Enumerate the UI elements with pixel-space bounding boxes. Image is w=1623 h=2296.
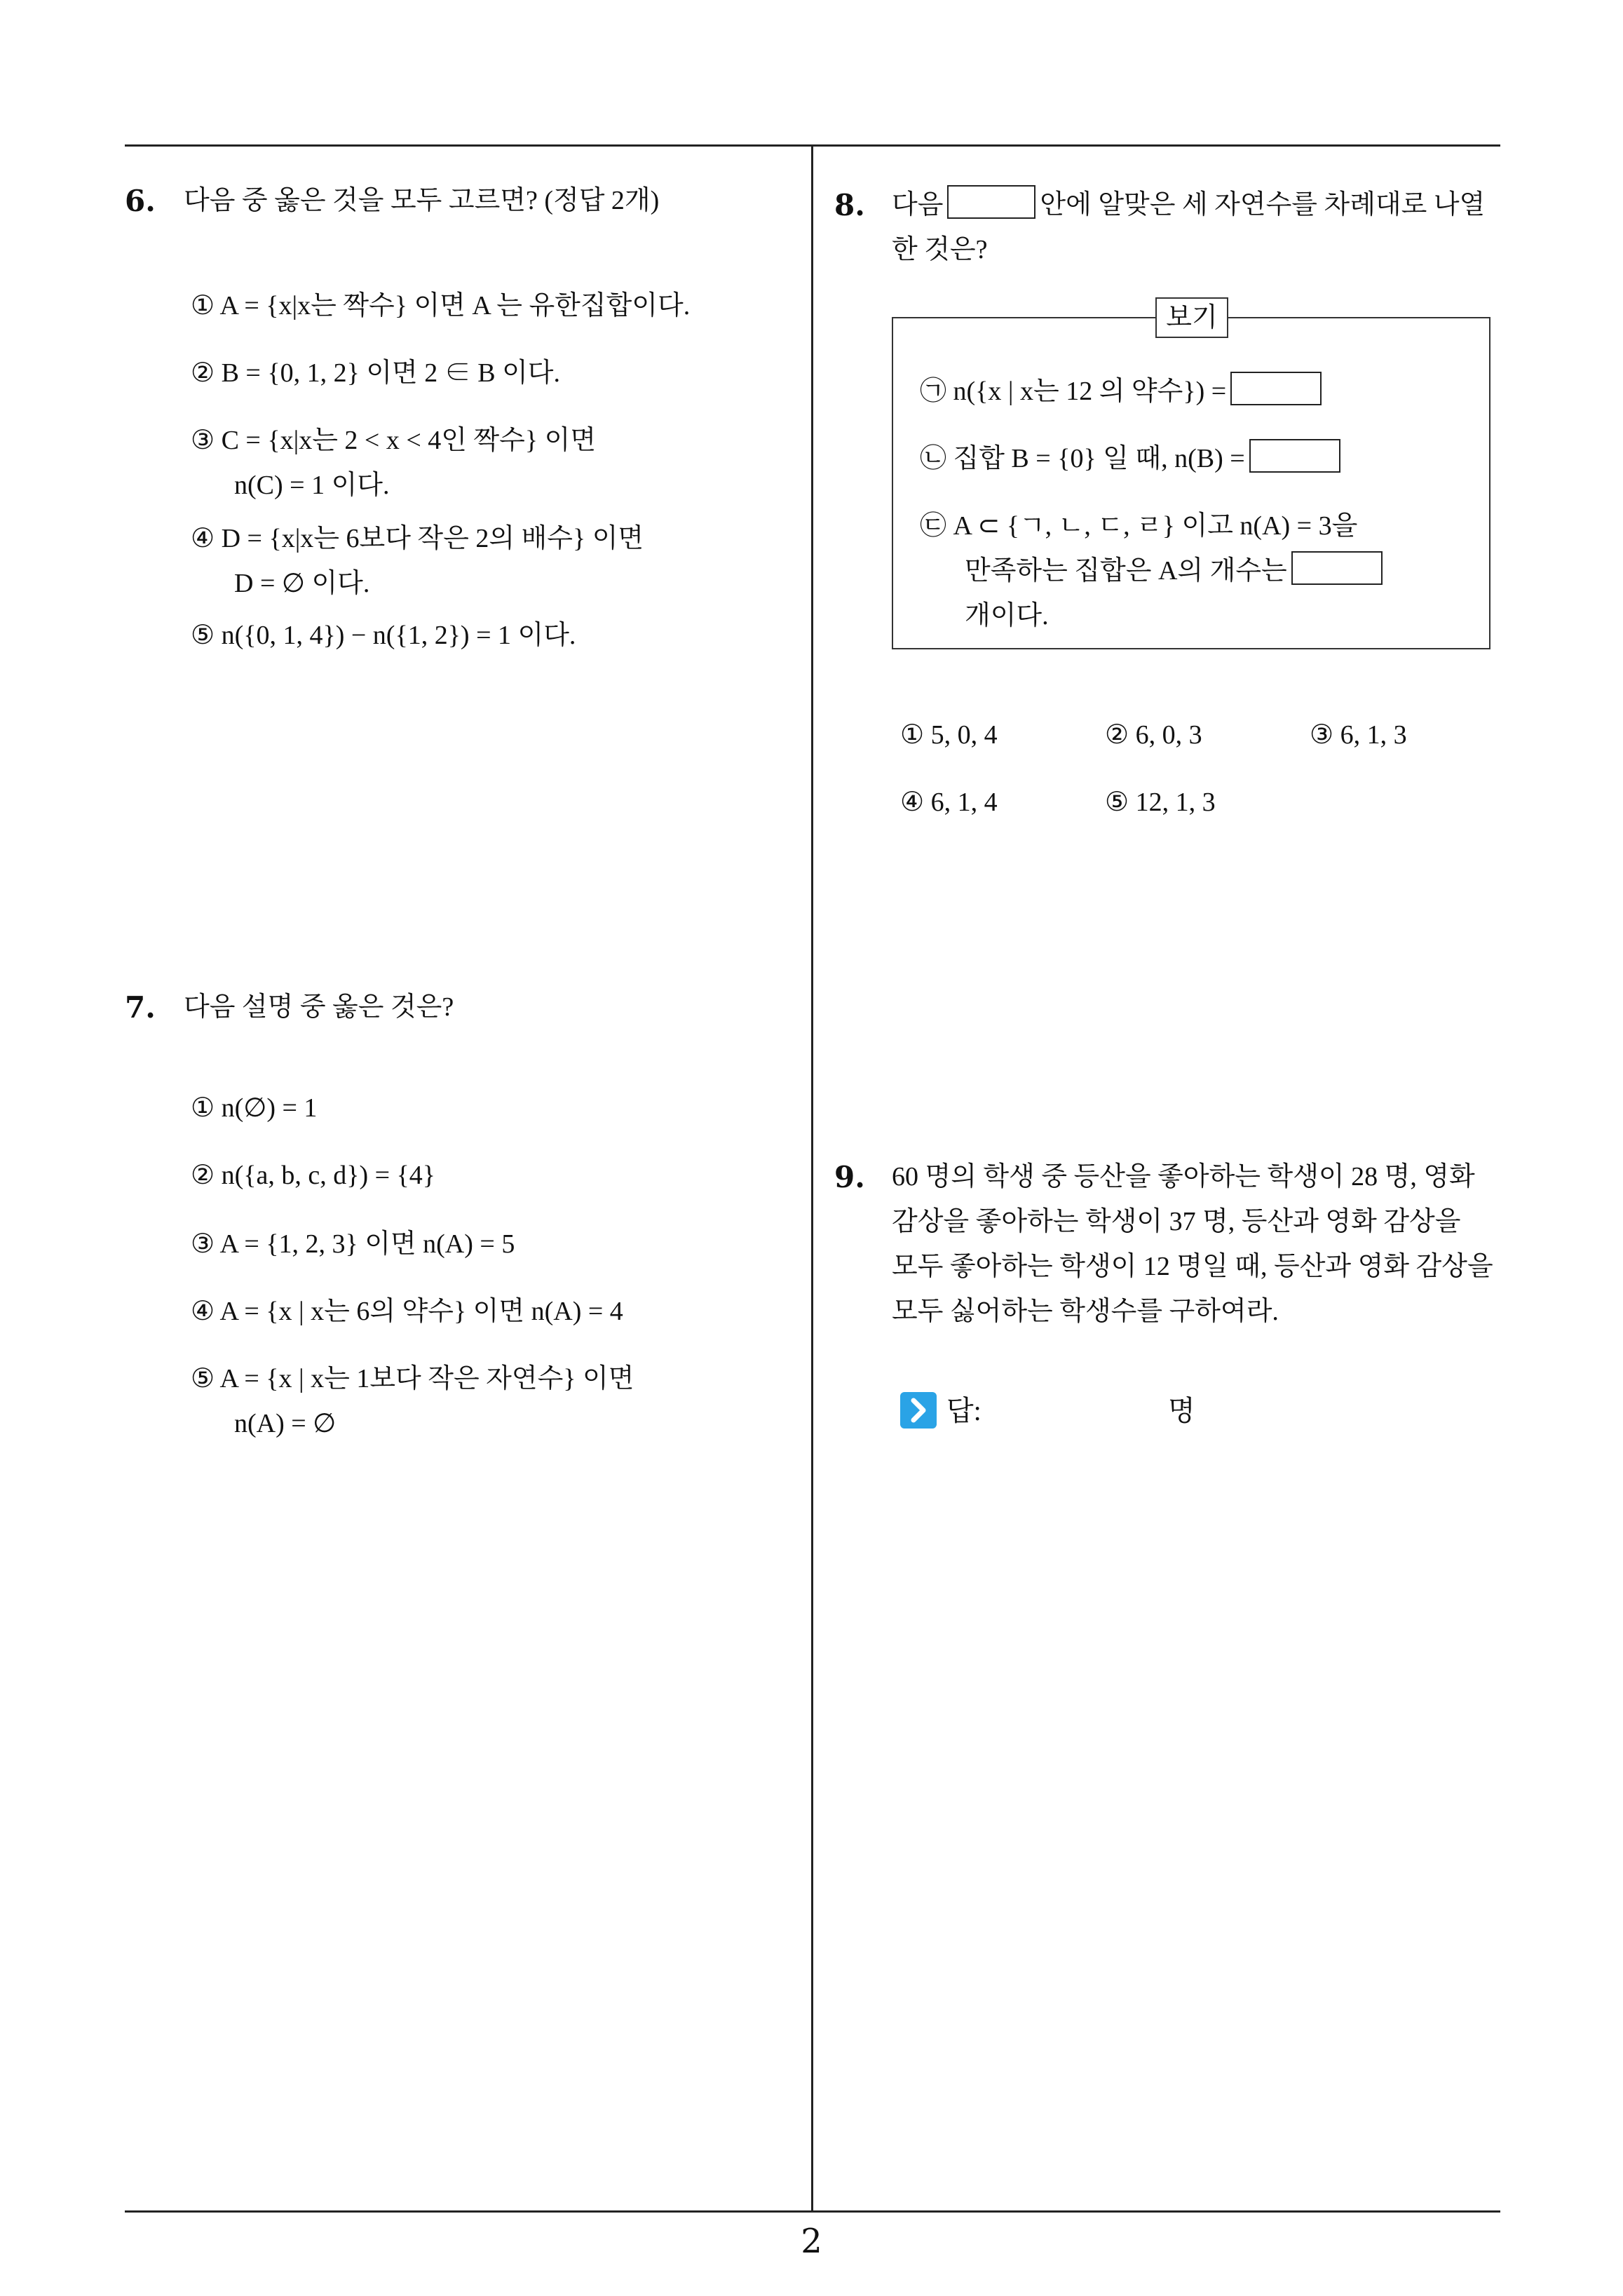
bogi-blank-2 — [1249, 439, 1340, 473]
bogi-item-3-line3: 개이다. — [965, 601, 1049, 630]
question-8-number: 8. — [834, 188, 865, 222]
bogi-title: 보기 — [1155, 297, 1228, 338]
question-6-option-5[interactable]: ⑤ n({0, 1, 4}) − n({1, 2}) = 1 이다. — [191, 621, 576, 650]
bogi-item-2: ㉡ 집합 B = {0} 일 때, n(B) = — [920, 436, 1345, 481]
page-number: 2 — [801, 2222, 822, 2261]
question-6-option-1[interactable]: ① A = {x|x는 짝수} 이면 A 는 유한집합이다. — [191, 291, 691, 320]
question-8-option-4[interactable]: ④ 6, 1, 4 — [900, 788, 998, 817]
answer-label: 답: — [946, 1395, 982, 1426]
question-6-option-2[interactable]: ② B = {0, 1, 2} 이면 2 ∈ B 이다. — [191, 358, 561, 388]
question-8-text-line2: 한 것은? — [892, 235, 988, 264]
answer-field[interactable] — [900, 1389, 982, 1429]
question-8-option-2[interactable]: ② 6, 0, 3 — [1105, 720, 1202, 750]
question-6-text: 다음 중 옳은 것을 모두 고르면? (정답 2개) — [184, 186, 660, 215]
question-8-text: 다음 안에 알맞은 세 자연수를 차례대로 나열 — [892, 182, 1485, 227]
question-7-option-2[interactable]: ② n({a, b, c, d}) = {4} — [191, 1161, 436, 1190]
question-6-option-3[interactable]: ③ C = {x|x는 2 < x < 4인 짝수} 이면 n(C) = 1 이다. — [191, 426, 597, 500]
bogi-blank-3 — [1291, 551, 1383, 585]
question-7-option-4[interactable]: ④ A = {x | x는 6의 약수} 이면 n(A) = 4 — [191, 1297, 623, 1326]
answer-blank-box — [947, 185, 1035, 219]
question-7-option-1[interactable]: ① n(∅) = 1 — [191, 1093, 318, 1123]
question-9-line-4: 모두 싫어하는 학생수를 구하여라. — [892, 1297, 1279, 1326]
question-7-number: 7. — [125, 990, 156, 1025]
bogi-item-3-line2: 만족하는 집합은 A의 개수는 — [965, 548, 1387, 593]
bogi-item-3: ㉢ A ⊂ {ㄱ, ㄴ, ㄷ, ㄹ} 이고 n(A) = 3을 — [920, 511, 1358, 541]
question-9-line-2: 감상을 좋아하는 학생이 37 명, 등산과 영화 감상을 — [892, 1207, 1461, 1236]
answer-unit: 명 — [1168, 1395, 1195, 1426]
question-6-number: 6. — [125, 184, 156, 218]
question-7-text: 다음 설명 중 옳은 것은? — [184, 992, 454, 1022]
question-9-line-3: 모두 좋아하는 학생이 12 명일 때, 등산과 영화 감상을 — [892, 1252, 1493, 1281]
bogi-blank-1 — [1230, 372, 1322, 405]
question-9-number: 9. — [834, 1160, 865, 1194]
bogi-item-1: ㉠ n({x | x는 12 의 약수}) = — [920, 369, 1326, 414]
chevron-right-icon — [900, 1392, 937, 1429]
question-7-option-5[interactable]: ⑤ A = {x | x는 1보다 작은 자연수} 이면 n(A) = ∅ — [191, 1364, 634, 1438]
question-6-option-4[interactable]: ④ D = {x|x는 6보다 작은 2의 배수} 이면 D = ∅ 이다. — [191, 524, 644, 598]
question-7-option-3[interactable]: ③ A = {1, 2, 3} 이면 n(A) = 5 — [191, 1229, 515, 1259]
bottom-rule — [125, 2210, 1500, 2213]
column-divider — [811, 144, 813, 2212]
question-8-option-1[interactable]: ① 5, 0, 4 — [900, 720, 998, 750]
question-8-option-3[interactable]: ③ 6, 1, 3 — [1310, 720, 1407, 750]
question-8-option-5[interactable]: ⑤ 12, 1, 3 — [1105, 788, 1216, 817]
question-9-line-1: 60 명의 학생 중 등산을 좋아하는 학생이 28 명, 영화 — [892, 1162, 1475, 1191]
